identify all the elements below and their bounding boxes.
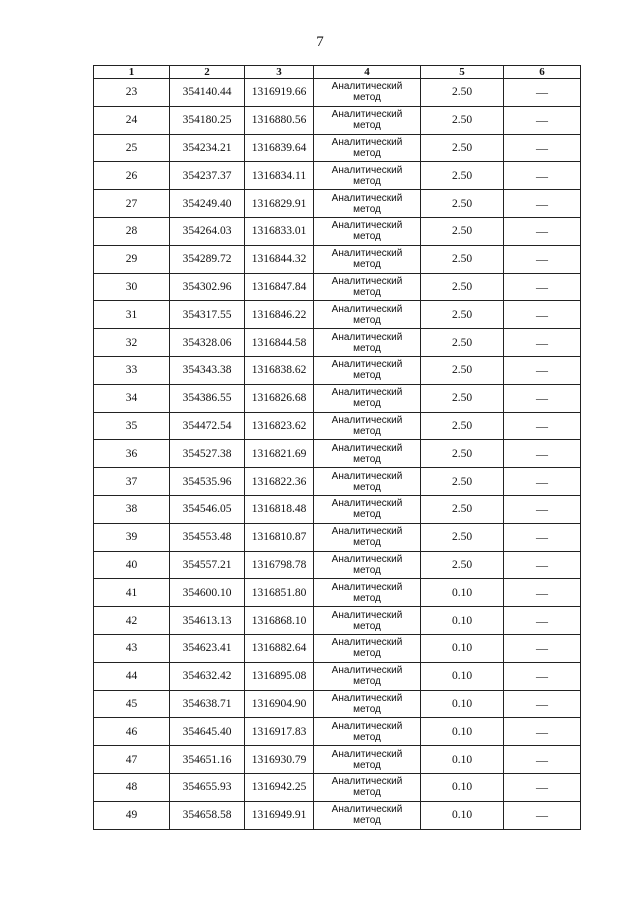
dash-cell: — [504,384,581,412]
dash-cell: — [504,440,581,468]
method-cell [314,245,421,273]
y-coordinate-cell: 1316930.79 [245,746,314,774]
table-row [94,662,581,690]
method-line-2: метод [353,564,381,576]
value-cell: 0.10 [421,579,504,607]
point-number-cell: 49 [94,801,170,829]
x-coordinate-cell: 354623.41 [170,634,245,662]
value-cell: 0.10 [421,718,504,746]
method-line-1: Аналитический [331,526,403,538]
x-coordinate-cell: 354140.44 [170,79,245,107]
table-row [94,245,581,273]
value-cell: 0.10 [421,634,504,662]
method-line-1: Аналитический [331,776,403,788]
point-number-cell: 34 [94,384,170,412]
method-cell [314,273,421,301]
y-coordinate-cell: 1316798.78 [245,551,314,579]
value-cell: 0.10 [421,662,504,690]
method-cell [314,301,421,329]
table-row [94,718,581,746]
value-cell: 2.50 [421,134,504,162]
x-coordinate-cell: 354613.13 [170,607,245,635]
method-line-2: метод [353,453,381,465]
x-coordinate-cell: 354546.05 [170,495,245,523]
table-row [94,384,581,412]
dash-cell: — [504,162,581,190]
method-line-1: Аналитический [331,581,403,593]
method-line-1: Аналитический [331,470,403,482]
point-number-cell: 44 [94,662,170,690]
method-line-2: метод [353,731,381,743]
y-coordinate-cell: 1316823.62 [245,412,314,440]
table-row [94,329,581,357]
y-coordinate-cell: 1316834.11 [245,162,314,190]
method-line-2: метод [353,92,381,104]
table-row [94,162,581,190]
dash-cell: — [504,134,581,162]
y-coordinate-cell: 1316810.87 [245,523,314,551]
value-cell: 0.10 [421,607,504,635]
point-number-cell: 35 [94,412,170,440]
value-cell: 0.10 [421,746,504,774]
method-line-2: метод [353,759,381,771]
dash-cell: — [504,190,581,218]
point-number-cell: 25 [94,134,170,162]
method-line-1: Аналитический [331,220,403,232]
point-number-cell: 38 [94,495,170,523]
value-cell: 2.50 [421,384,504,412]
table-row [94,634,581,662]
table-row [94,495,581,523]
method-line-2: метод [353,175,381,187]
x-coordinate-cell: 354386.55 [170,384,245,412]
y-coordinate-cell: 1316949.91 [245,801,314,829]
table-row [94,273,581,301]
method-cell [314,523,421,551]
method-cell [314,162,421,190]
method-line-1: Аналитический [331,109,403,121]
y-coordinate-cell: 1316818.48 [245,495,314,523]
dash-cell: — [504,329,581,357]
table-row [94,690,581,718]
table-row [94,801,581,829]
value-cell: 2.50 [421,162,504,190]
dash-cell: — [504,746,581,774]
method-line-2: метод [353,147,381,159]
method-line-2: метод [353,342,381,354]
method-cell [314,412,421,440]
value-cell: 2.50 [421,440,504,468]
method-cell [314,801,421,829]
table-row [94,79,581,107]
point-number-cell: 28 [94,217,170,245]
table-row [94,356,581,384]
y-coordinate-cell: 1316821.69 [245,440,314,468]
method-line-2: метод [353,620,381,632]
point-number-cell: 46 [94,718,170,746]
point-number-cell: 40 [94,551,170,579]
x-coordinate-cell: 354632.42 [170,662,245,690]
method-cell [314,79,421,107]
x-coordinate-cell: 354553.48 [170,523,245,551]
x-coordinate-cell: 354289.72 [170,245,245,273]
dash-cell: — [504,801,581,829]
x-coordinate-cell: 354264.03 [170,217,245,245]
y-coordinate-cell: 1316846.22 [245,301,314,329]
method-line-1: Аналитический [331,81,403,93]
point-number-cell: 45 [94,690,170,718]
value-cell: 2.50 [421,468,504,496]
method-line-1: Аналитический [331,553,403,565]
method-line-1: Аналитический [331,748,403,760]
x-coordinate-cell: 354472.54 [170,412,245,440]
method-line-2: метод [353,259,381,271]
dash-cell: — [504,301,581,329]
column-header-3: 3 [245,66,314,79]
y-coordinate-cell: 1316833.01 [245,217,314,245]
value-cell: 2.50 [421,356,504,384]
y-coordinate-cell: 1316919.66 [245,79,314,107]
value-cell: 2.50 [421,329,504,357]
table-row [94,106,581,134]
x-coordinate-cell: 354317.55 [170,301,245,329]
method-cell [314,634,421,662]
method-line-2: метод [353,370,381,382]
x-coordinate-cell: 354557.21 [170,551,245,579]
dash-cell: — [504,217,581,245]
method-line-2: метод [353,537,381,549]
x-coordinate-cell: 354237.37 [170,162,245,190]
method-cell [314,106,421,134]
dash-cell: — [504,551,581,579]
value-cell: 2.50 [421,273,504,301]
point-number-cell: 39 [94,523,170,551]
column-header-2: 2 [170,66,245,79]
method-line-1: Аналитический [331,248,403,260]
dash-cell: — [504,106,581,134]
y-coordinate-cell: 1316838.62 [245,356,314,384]
x-coordinate-cell: 354600.10 [170,579,245,607]
y-coordinate-cell: 1316847.84 [245,273,314,301]
point-number-cell: 24 [94,106,170,134]
method-cell [314,607,421,635]
table-row [94,579,581,607]
table-row [94,773,581,801]
y-coordinate-cell: 1316829.91 [245,190,314,218]
method-line-2: метод [353,231,381,243]
method-line-1: Аналитический [331,192,403,204]
method-line-1: Аналитический [331,804,403,816]
table-row [94,468,581,496]
method-cell [314,468,421,496]
table-row [94,523,581,551]
dash-cell: — [504,579,581,607]
column-header-5: 5 [421,66,504,79]
dash-cell: — [504,773,581,801]
method-cell [314,356,421,384]
y-coordinate-cell: 1316882.64 [245,634,314,662]
point-number-cell: 43 [94,634,170,662]
value-cell: 0.10 [421,773,504,801]
table-row [94,551,581,579]
method-cell [314,217,421,245]
method-line-1: Аналитический [331,442,403,454]
x-coordinate-cell: 354645.40 [170,718,245,746]
point-number-cell: 26 [94,162,170,190]
table-row [94,746,581,774]
method-line-1: Аналитический [331,720,403,732]
coordinates-table [93,65,581,830]
value-cell: 0.10 [421,690,504,718]
table-row [94,607,581,635]
column-header-1: 1 [94,66,170,79]
method-line-2: метод [353,509,381,521]
method-cell [314,190,421,218]
x-coordinate-cell: 354328.06 [170,329,245,357]
method-line-2: метод [353,815,381,827]
method-line-1: Аналитический [331,136,403,148]
point-number-cell: 36 [94,440,170,468]
dash-cell: — [504,634,581,662]
y-coordinate-cell: 1316844.32 [245,245,314,273]
method-cell [314,662,421,690]
y-coordinate-cell: 1316822.36 [245,468,314,496]
method-line-2: метод [353,648,381,660]
method-cell [314,384,421,412]
method-cell [314,746,421,774]
value-cell: 2.50 [421,412,504,440]
x-coordinate-cell: 354249.40 [170,190,245,218]
x-coordinate-cell: 354638.71 [170,690,245,718]
method-cell [314,134,421,162]
method-cell [314,551,421,579]
x-coordinate-cell: 354302.96 [170,273,245,301]
dash-cell: — [504,273,581,301]
point-number-cell: 47 [94,746,170,774]
x-coordinate-cell: 354535.96 [170,468,245,496]
dash-cell: — [504,607,581,635]
method-cell [314,773,421,801]
page-number: 7 [316,34,324,50]
dash-cell: — [504,690,581,718]
x-coordinate-cell: 354180.25 [170,106,245,134]
method-cell [314,690,421,718]
dash-cell: — [504,523,581,551]
table-row [94,134,581,162]
point-number-cell: 31 [94,301,170,329]
point-number-cell: 29 [94,245,170,273]
y-coordinate-cell: 1316895.08 [245,662,314,690]
x-coordinate-cell: 354527.38 [170,440,245,468]
method-cell [314,329,421,357]
point-number-cell: 23 [94,79,170,107]
coordinates-table-container [93,65,580,830]
method-line-2: метод [353,203,381,215]
method-line-2: метод [353,398,381,410]
dash-cell: — [504,468,581,496]
y-coordinate-cell: 1316826.68 [245,384,314,412]
value-cell: 0.10 [421,801,504,829]
x-coordinate-cell: 354651.16 [170,746,245,774]
method-line-2: метод [353,481,381,493]
value-cell: 2.50 [421,523,504,551]
dash-cell: — [504,245,581,273]
method-line-1: Аналитический [331,692,403,704]
value-cell: 2.50 [421,106,504,134]
method-line-1: Аналитический [331,331,403,343]
x-coordinate-cell: 354655.93 [170,773,245,801]
x-coordinate-cell: 354234.21 [170,134,245,162]
value-cell: 2.50 [421,301,504,329]
y-coordinate-cell: 1316839.64 [245,134,314,162]
x-coordinate-cell: 354658.58 [170,801,245,829]
dash-cell: — [504,412,581,440]
point-number-cell: 48 [94,773,170,801]
method-line-1: Аналитический [331,665,403,677]
dash-cell: — [504,718,581,746]
point-number-cell: 41 [94,579,170,607]
method-line-1: Аналитический [331,414,403,426]
method-cell [314,579,421,607]
method-line-2: метод [353,592,381,604]
method-line-2: метод [353,703,381,715]
method-line-1: Аналитический [331,498,403,510]
point-number-cell: 33 [94,356,170,384]
dash-cell: — [504,495,581,523]
point-number-cell: 27 [94,190,170,218]
point-number-cell: 37 [94,468,170,496]
method-line-1: Аналитический [331,303,403,315]
point-number-cell: 32 [94,329,170,357]
y-coordinate-cell: 1316868.10 [245,607,314,635]
value-cell: 2.50 [421,495,504,523]
y-coordinate-cell: 1316851.80 [245,579,314,607]
method-cell [314,718,421,746]
method-line-2: метод [353,314,381,326]
y-coordinate-cell: 1316880.56 [245,106,314,134]
method-line-1: Аналитический [331,164,403,176]
y-coordinate-cell: 1316917.83 [245,718,314,746]
x-coordinate-cell: 354343.38 [170,356,245,384]
column-header-6: 6 [504,66,581,79]
value-cell: 2.50 [421,551,504,579]
method-line-1: Аналитический [331,387,403,399]
method-line-2: метод [353,120,381,132]
method-line-1: Аналитический [331,275,403,287]
table-row [94,412,581,440]
method-cell [314,495,421,523]
method-line-1: Аналитический [331,637,403,649]
value-cell: 2.50 [421,245,504,273]
dash-cell: — [504,662,581,690]
table-row [94,217,581,245]
header-row [94,66,581,79]
point-number-cell: 42 [94,607,170,635]
table-row [94,440,581,468]
method-line-2: метод [353,425,381,437]
value-cell: 2.50 [421,79,504,107]
table-body [94,79,581,830]
method-line-1: Аналитический [331,609,403,621]
method-line-2: метод [353,286,381,298]
column-header-4: 4 [314,66,421,79]
method-line-2: метод [353,787,381,799]
y-coordinate-cell: 1316904.90 [245,690,314,718]
table-row [94,301,581,329]
y-coordinate-cell: 1316844.58 [245,329,314,357]
y-coordinate-cell: 1316942.25 [245,773,314,801]
dash-cell: — [504,356,581,384]
table-row [94,190,581,218]
point-number-cell: 30 [94,273,170,301]
method-line-2: метод [353,676,381,688]
method-line-1: Аналитический [331,359,403,371]
method-cell [314,440,421,468]
value-cell: 2.50 [421,190,504,218]
table-header [94,66,581,79]
value-cell: 2.50 [421,217,504,245]
dash-cell: — [504,79,581,107]
